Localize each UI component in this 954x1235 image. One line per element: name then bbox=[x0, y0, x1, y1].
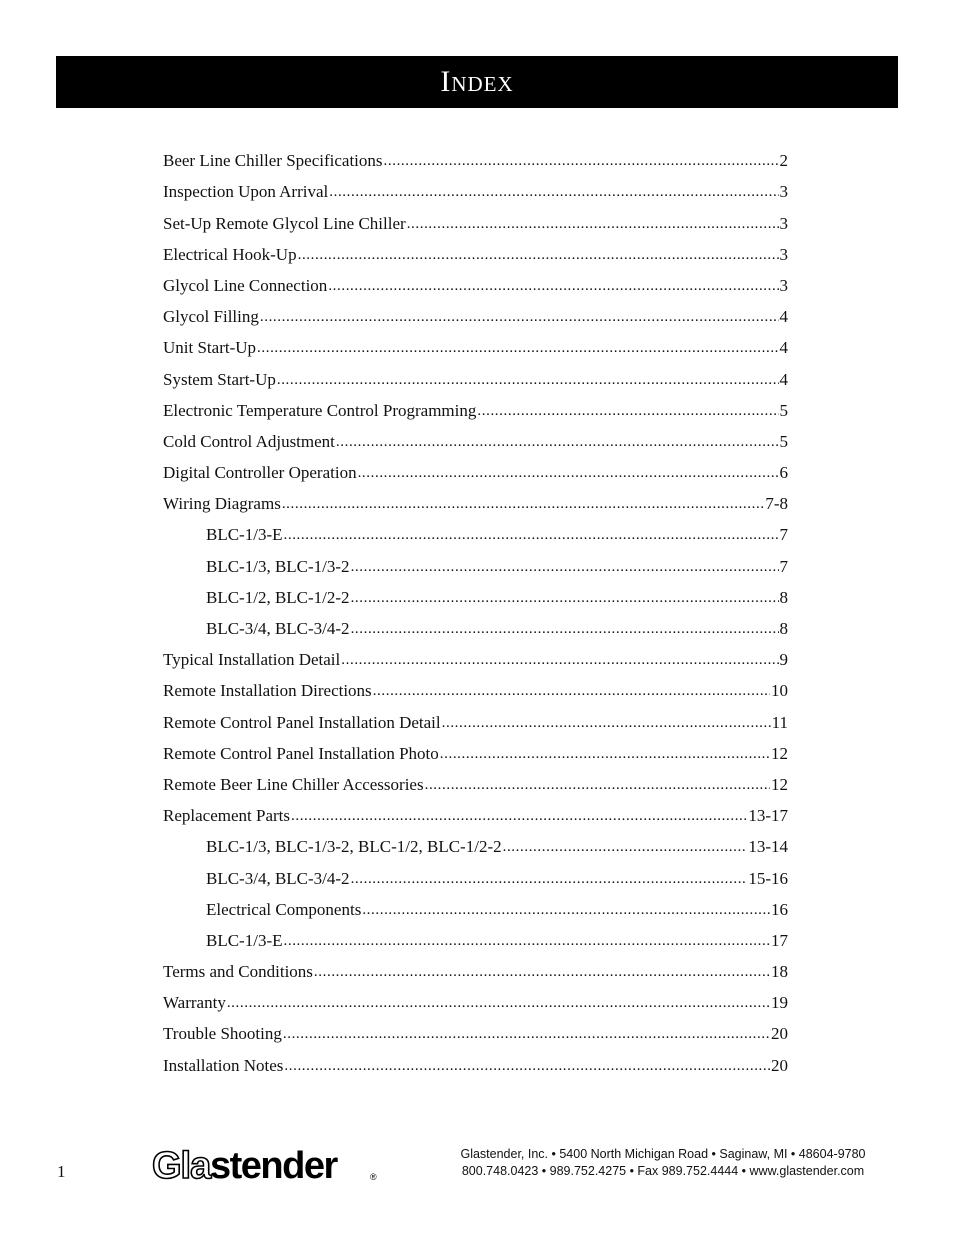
dot-leader bbox=[298, 245, 779, 265]
toc-entry-label: Remote Beer Line Chiller Accessories bbox=[163, 774, 424, 794]
toc-entry-label: Glycol Filling bbox=[163, 307, 259, 327]
toc-entry-page: 4 bbox=[779, 307, 788, 327]
toc-entry[interactable] bbox=[163, 171, 788, 202]
toc-entry[interactable] bbox=[163, 327, 788, 358]
toc-entry-page: 2 bbox=[779, 151, 788, 171]
contact-address: Glastender, Inc. • 5400 North Michigan Road • Saginaw, MI • 48604-9780 bbox=[460, 1147, 866, 1161]
toc-entry-page: 20 bbox=[771, 1055, 788, 1075]
toc-entry-page: 20 bbox=[771, 1024, 788, 1044]
dot-leader bbox=[503, 837, 748, 857]
dot-leader bbox=[284, 525, 779, 545]
toc-entry-label: Beer Line Chiller Specifications bbox=[163, 151, 383, 171]
toc-entry[interactable] bbox=[163, 701, 788, 732]
dot-leader bbox=[291, 806, 747, 826]
dot-leader bbox=[227, 993, 770, 1013]
dot-leader bbox=[284, 1056, 770, 1076]
toc-entry-page: 7-8 bbox=[765, 494, 788, 514]
toc-entry-label: BLC-1/3-E bbox=[206, 525, 283, 545]
table-of-contents bbox=[163, 140, 788, 1076]
toc-entry[interactable] bbox=[163, 795, 788, 826]
toc-entry-label: Remote Installation Directions bbox=[163, 681, 372, 701]
toc-entry-label: Electronic Temperature Control Programming bbox=[163, 400, 477, 420]
toc-entry-page: 7 bbox=[779, 556, 788, 576]
toc-entry[interactable] bbox=[163, 296, 788, 327]
dot-leader bbox=[284, 931, 771, 951]
toc-entry-page: 5 bbox=[779, 400, 788, 420]
dot-leader bbox=[328, 276, 778, 296]
toc-entry[interactable] bbox=[163, 390, 788, 421]
toc-entry-page: 19 bbox=[771, 993, 788, 1013]
dot-leader bbox=[314, 962, 770, 982]
toc-entry[interactable] bbox=[163, 670, 788, 701]
toc-entry-page: 18 bbox=[771, 962, 788, 982]
toc-entry[interactable] bbox=[163, 951, 788, 982]
toc-entry-label: Glycol Line Connection bbox=[163, 275, 328, 295]
dot-leader bbox=[351, 557, 779, 577]
svg-text:stender: stender bbox=[210, 1145, 337, 1184]
toc-entry-page: 8 bbox=[779, 587, 788, 607]
toc-entry-label: Trouble Shooting bbox=[163, 1024, 282, 1044]
toc-entry[interactable] bbox=[163, 545, 788, 576]
toc-entry-page: 5 bbox=[779, 431, 788, 451]
toc-entry[interactable] bbox=[163, 202, 788, 233]
svg-text:Gla: Gla bbox=[152, 1145, 211, 1184]
toc-entry[interactable] bbox=[163, 1013, 788, 1044]
toc-entry-page: 13-14 bbox=[748, 837, 788, 857]
toc-entry[interactable] bbox=[163, 358, 788, 389]
toc-entry[interactable] bbox=[163, 826, 788, 857]
toc-entry[interactable] bbox=[163, 1044, 788, 1075]
glastender-logo-mark bbox=[152, 1142, 382, 1184]
dot-leader bbox=[336, 432, 779, 452]
toc-entry-label: Installation Notes bbox=[163, 1055, 284, 1075]
toc-entry[interactable] bbox=[163, 483, 788, 514]
toc-entry-page: 3 bbox=[779, 275, 788, 295]
toc-entry-label: Cold Control Adjustment bbox=[163, 431, 335, 451]
toc-entry-label: Remote Control Panel Installation Detail bbox=[163, 712, 441, 732]
toc-entry-label: BLC-3/4, BLC-3/4-2 bbox=[206, 868, 350, 888]
toc-entry[interactable] bbox=[163, 764, 788, 795]
toc-entry-page: 7 bbox=[779, 525, 788, 545]
dot-leader bbox=[351, 619, 779, 639]
dot-leader bbox=[373, 681, 770, 701]
toc-entry[interactable] bbox=[163, 857, 788, 888]
toc-entry-page: 3 bbox=[779, 244, 788, 264]
dot-leader bbox=[341, 650, 778, 670]
glastender-logo bbox=[152, 1142, 382, 1189]
toc-entry-label: Warranty bbox=[163, 993, 226, 1013]
toc-entry-label: System Start-Up bbox=[163, 369, 276, 389]
toc-entry-page: 3 bbox=[779, 213, 788, 233]
toc-entry[interactable] bbox=[163, 514, 788, 545]
svg-text:®: ® bbox=[370, 1172, 377, 1182]
toc-entry-page: 12 bbox=[771, 743, 788, 763]
dot-leader bbox=[362, 900, 770, 920]
toc-entry-page: 8 bbox=[779, 619, 788, 638]
dot-leader bbox=[440, 744, 770, 764]
toc-entry-label: Remote Control Panel Installation Photo bbox=[163, 743, 439, 763]
toc-entry-page: 17 bbox=[771, 930, 788, 950]
toc-entry-page: 6 bbox=[779, 463, 788, 483]
dot-leader bbox=[351, 588, 779, 608]
toc-entry-page: 9 bbox=[779, 650, 788, 670]
toc-entry-label: Wiring Diagrams bbox=[163, 494, 281, 514]
dot-leader bbox=[384, 151, 779, 171]
toc-entry-label: Electrical Hook-Up bbox=[163, 244, 297, 264]
toc-entry[interactable] bbox=[163, 140, 788, 171]
toc-entry[interactable] bbox=[163, 920, 788, 951]
toc-entry[interactable] bbox=[163, 421, 788, 452]
toc-entry[interactable] bbox=[163, 889, 788, 920]
toc-entry-page: 11 bbox=[771, 712, 788, 732]
toc-entry-label: BLC-1/2, BLC-1/2-2 bbox=[206, 587, 350, 607]
toc-entry-label: Set-Up Remote Glycol Line Chiller bbox=[163, 213, 406, 233]
dot-leader bbox=[407, 214, 779, 234]
dot-leader bbox=[282, 494, 765, 514]
toc-entry[interactable] bbox=[163, 452, 788, 483]
toc-entry-page: 16 bbox=[771, 899, 788, 919]
dot-leader bbox=[425, 775, 770, 795]
toc-entry-page: 4 bbox=[779, 369, 788, 389]
toc-entry-label: BLC-3/4, BLC-3/4-2 bbox=[206, 619, 350, 638]
toc-entry-label: Digital Controller Operation bbox=[163, 463, 357, 483]
page-number: 1 bbox=[57, 1162, 66, 1181]
dot-leader bbox=[442, 713, 771, 733]
toc-entry[interactable] bbox=[163, 639, 788, 670]
dot-leader bbox=[277, 370, 779, 390]
toc-entry-label: Terms and Conditions bbox=[163, 962, 313, 982]
dot-leader bbox=[351, 869, 748, 889]
toc-entry-label: Inspection Upon Arrival bbox=[163, 182, 329, 202]
toc-entry-label: Replacement Parts bbox=[163, 806, 290, 826]
toc-entry[interactable] bbox=[163, 234, 788, 265]
toc-entry[interactable] bbox=[163, 733, 788, 764]
dot-leader bbox=[358, 463, 779, 483]
toc-entry-label: BLC-1/3, BLC-1/3-2, BLC-1/2, BLC-1/2-2 bbox=[206, 837, 502, 857]
dot-leader bbox=[283, 1024, 770, 1044]
toc-entry[interactable] bbox=[163, 577, 788, 608]
toc-entry-label: Typical Installation Detail bbox=[163, 650, 341, 670]
toc-entry[interactable] bbox=[163, 982, 788, 1013]
index-header-bar bbox=[56, 56, 898, 108]
toc-entry-page: 15-16 bbox=[748, 868, 788, 888]
contact-phone-web: 800.748.0423 • 989.752.4275 • Fax 989.752.4444 • www.glastender.com bbox=[461, 1164, 865, 1178]
page-title: Index bbox=[440, 65, 514, 98]
toc-entry-label: BLC-1/3-E bbox=[206, 930, 283, 950]
toc-entry-page: 3 bbox=[779, 182, 788, 202]
toc-entry-label: Unit Start-Up bbox=[163, 338, 257, 358]
dot-leader bbox=[329, 182, 778, 202]
toc-entry-label: BLC-1/3, BLC-1/3-2 bbox=[206, 556, 350, 576]
toc-entry[interactable] bbox=[163, 608, 788, 639]
dot-leader bbox=[260, 307, 779, 327]
dot-leader bbox=[477, 401, 778, 421]
toc-entry-page: 4 bbox=[779, 338, 788, 358]
toc-entry[interactable] bbox=[163, 265, 788, 296]
dot-leader bbox=[257, 338, 778, 358]
company-contact bbox=[428, 1146, 898, 1180]
toc-entry-page: 13-17 bbox=[748, 806, 788, 826]
toc-entry-page: 12 bbox=[771, 774, 788, 794]
toc-entry-page: 10 bbox=[771, 681, 788, 701]
toc-entry-label: Electrical Components bbox=[206, 899, 362, 919]
